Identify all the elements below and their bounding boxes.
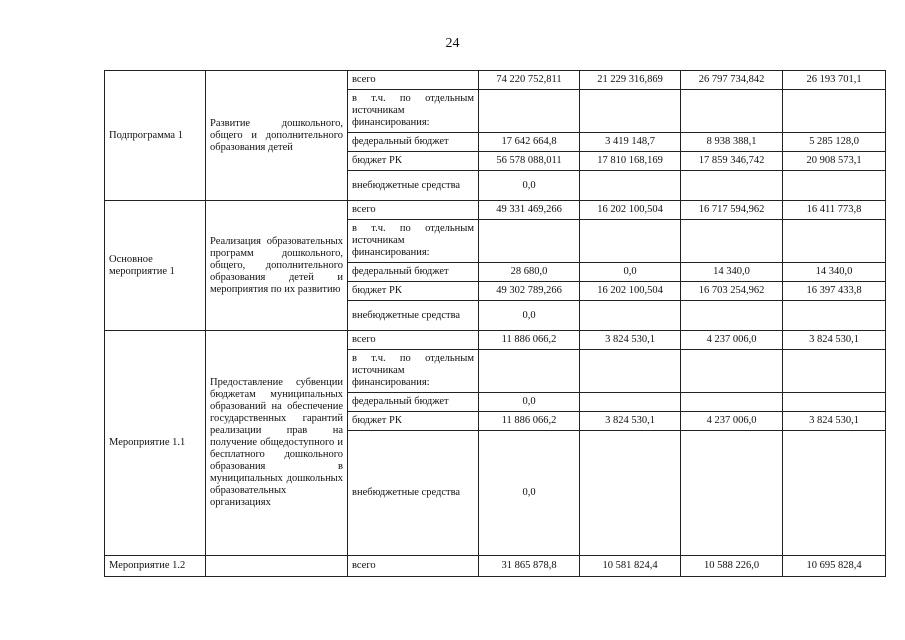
funding-source-cell: внебюджетные средства: [348, 431, 479, 556]
program-name-cell: Мероприятие 1.1: [105, 331, 206, 556]
program-name-cell: Основное мероприятие 1: [105, 201, 206, 331]
amount-cell: 3 419 148,7: [580, 133, 681, 152]
funding-source-cell: бюджет РК: [348, 152, 479, 171]
amount-cell: 49 302 789,266: [479, 282, 580, 301]
amount-cell: 16 202 100,504: [580, 282, 681, 301]
table-row: [105, 556, 886, 577]
funding-source-cell: внебюджетные средства: [348, 301, 479, 331]
amount-cell: 11 886 066,2: [479, 331, 580, 350]
funding-source-cell: федеральный бюджет: [348, 263, 479, 282]
amount-cell: 28 680,0: [479, 263, 580, 282]
amount-cell: 0,0: [479, 301, 580, 331]
amount-cell: [783, 431, 886, 556]
program-description-cell: Реализация образовательных программ дошкольного, общего, дополнительного образования детей и мероприятия по их развитию: [206, 201, 348, 331]
table-row: [105, 331, 886, 350]
amount-cell: 16 703 254,962: [681, 282, 783, 301]
program-description-cell: Развитие дошкольного, общего и дополнительного образования детей: [206, 71, 348, 201]
amount-cell: [681, 90, 783, 133]
amount-cell: 56 578 088,011: [479, 152, 580, 171]
amount-cell: 74 220 752,811: [479, 71, 580, 90]
amount-cell: [479, 350, 580, 393]
amount-cell: [681, 431, 783, 556]
program-name-cell: Мероприятие 1.2: [105, 556, 206, 577]
amount-cell: 16 717 594,962: [681, 201, 783, 220]
amount-cell: 11 886 066,2: [479, 412, 580, 431]
amount-cell: [783, 220, 886, 263]
amount-cell: [783, 90, 886, 133]
amount-cell: [681, 220, 783, 263]
amount-cell: 3 824 530,1: [580, 412, 681, 431]
program-name-cell: Подпрограмма 1: [105, 71, 206, 201]
funding-source-cell: всего: [348, 201, 479, 220]
amount-cell: [783, 301, 886, 331]
table-row: [105, 71, 886, 90]
program-description-cell: Предоставление субвенции бюджетам муниципальных образований на обеспечение государственных гарантий реализации прав на получение общедоступного и бесплатного дошкольного образования в муниципальных дошкольных образовательных организациях: [206, 331, 348, 556]
funding-source-cell: в т.ч. по отдельным источникам финансирования:: [348, 350, 479, 393]
amount-cell: 3 824 530,1: [580, 331, 681, 350]
amount-cell: [580, 431, 681, 556]
amount-cell: 3 824 530,1: [783, 412, 886, 431]
amount-cell: 17 810 168,169: [580, 152, 681, 171]
funding-source-cell: в т.ч. по отдельным источникам финансирования:: [348, 90, 479, 133]
funding-source-cell: всего: [348, 71, 479, 90]
amount-cell: [479, 90, 580, 133]
amount-cell: [580, 171, 681, 201]
funding-source-cell: в т.ч. по отдельным источникам финансирования:: [348, 220, 479, 263]
amount-cell: 4 237 006,0: [681, 412, 783, 431]
amount-cell: [681, 301, 783, 331]
amount-cell: 0,0: [479, 431, 580, 556]
amount-cell: [580, 301, 681, 331]
page-number: 24: [445, 36, 460, 51]
amount-cell: 21 229 316,869: [580, 71, 681, 90]
amount-cell: 0,0: [479, 171, 580, 201]
amount-cell: 16 202 100,504: [580, 201, 681, 220]
funding-source-cell: всего: [348, 331, 479, 350]
funding-source-cell: бюджет РК: [348, 412, 479, 431]
amount-cell: [580, 350, 681, 393]
amount-cell: [783, 393, 886, 412]
amount-cell: [580, 90, 681, 133]
amount-cell: 17 859 346,742: [681, 152, 783, 171]
amount-cell: 26 193 701,1: [783, 71, 886, 90]
amount-cell: 0,0: [580, 263, 681, 282]
amount-cell: [783, 350, 886, 393]
amount-cell: [580, 220, 681, 263]
amount-cell: [681, 171, 783, 201]
table-row: [105, 201, 886, 220]
amount-cell: 10 695 828,4: [783, 556, 886, 577]
amount-cell: [681, 350, 783, 393]
amount-cell: 4 237 006,0: [681, 331, 783, 350]
amount-cell: 10 588 226,0: [681, 556, 783, 577]
amount-cell: 26 797 734,842: [681, 71, 783, 90]
amount-cell: [479, 220, 580, 263]
funding-source-cell: федеральный бюджет: [348, 393, 479, 412]
funding-source-cell: бюджет РК: [348, 282, 479, 301]
funding-source-cell: федеральный бюджет: [348, 133, 479, 152]
amount-cell: 16 411 773,8: [783, 201, 886, 220]
amount-cell: [783, 171, 886, 201]
amount-cell: 17 642 664,8: [479, 133, 580, 152]
program-description-cell: [206, 556, 348, 577]
amount-cell: 14 340,0: [681, 263, 783, 282]
amount-cell: 0,0: [479, 393, 580, 412]
amount-cell: 8 938 388,1: [681, 133, 783, 152]
amount-cell: 31 865 878,8: [479, 556, 580, 577]
amount-cell: 49 331 469,266: [479, 201, 580, 220]
funding-source-cell: внебюджетные средства: [348, 171, 479, 201]
financing-table: [104, 70, 886, 577]
amount-cell: 14 340,0: [783, 263, 886, 282]
amount-cell: 16 397 433,8: [783, 282, 886, 301]
amount-cell: [681, 393, 783, 412]
amount-cell: 10 581 824,4: [580, 556, 681, 577]
amount-cell: 20 908 573,1: [783, 152, 886, 171]
amount-cell: [580, 393, 681, 412]
funding-source-cell: всего: [348, 556, 479, 577]
amount-cell: 3 824 530,1: [783, 331, 886, 350]
amount-cell: 5 285 128,0: [783, 133, 886, 152]
